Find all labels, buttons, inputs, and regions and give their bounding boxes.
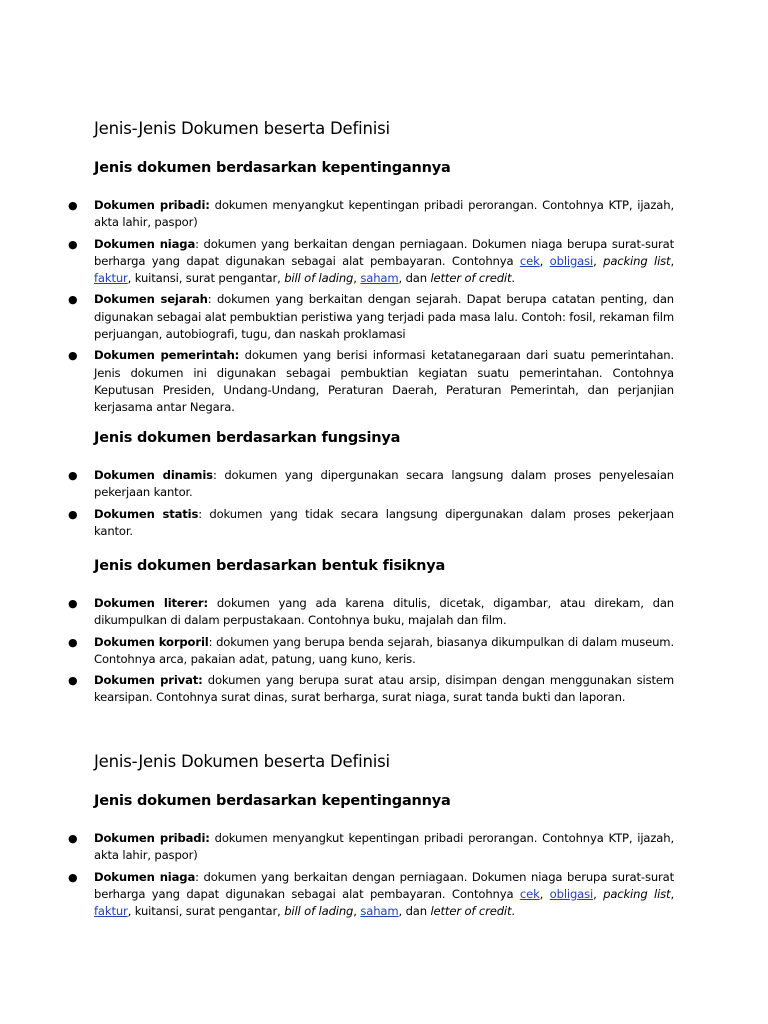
bullet-list <box>68 595 675 711</box>
page-title: Jenis-Jenis Dokumen beserta Definisi <box>94 119 390 138</box>
item-text: : dokumen yang berkaitan dengan perniagaan. Dokumen niaga berupa surat-surat berharga yang dapat digunakan sebagai alat pembayaran. Contohnya <box>94 236 674 268</box>
list-item <box>68 869 674 921</box>
italic-term: letter of credit <box>430 904 512 919</box>
bullet-icon: ● <box>68 507 78 521</box>
link-cek[interactable]: cek <box>519 253 540 268</box>
separator-text: , <box>353 904 361 919</box>
separator-text: , kuitansi, surat pengantar, <box>127 271 285 286</box>
separator-text: , <box>593 253 604 268</box>
link-faktur[interactable]: faktur <box>94 904 128 919</box>
list-item <box>68 672 675 707</box>
separator-text: . <box>511 271 515 286</box>
bullet-icon: ● <box>68 635 78 649</box>
italic-term: bill of lading <box>284 271 354 286</box>
separator-text: , dan <box>398 271 431 286</box>
bullet-list <box>68 830 674 924</box>
separator-text: , dan <box>398 904 431 919</box>
bullet-icon: ● <box>68 469 78 482</box>
link-saham[interactable]: saham <box>360 271 399 286</box>
list-item <box>68 595 674 630</box>
item-text: dokumen yang ada karena ditulis, dicetak, digambar, atau direkam, dan dikumpulkan di dalam perpustakaan. Contohnya buku, majalah dan film. <box>94 596 674 628</box>
bullet-icon: ● <box>68 832 78 845</box>
item-text: : dokumen yang tidak secara langsung dipergunakan dalam proses pekerjaan kantor. <box>94 506 675 538</box>
section-heading: Jenis dokumen berdasarkan kepentingannya <box>94 793 451 809</box>
italic-term: packing list <box>603 253 671 268</box>
item-term: Dokumen pribadi: <box>94 198 210 212</box>
separator-text: , <box>670 886 674 901</box>
page-title: Jenis-Jenis Dokumen beserta Definisi <box>94 752 390 771</box>
bullet-list <box>68 197 675 421</box>
bullet-icon: ● <box>68 349 78 363</box>
separator-text: , <box>539 886 550 901</box>
item-text: : dokumen yang berkaitan dengan sejarah. Dapat berupa catatan penting, dan digunakan sebagai alat pembuktian peristiwa yang terjadi pada masa lalu. Contoh: fosil, rekaman film perjuangan, autobiografi, tugu, dan naskah proklamasi <box>94 292 674 342</box>
item-text: : dokumen yang berupa benda sejarah, biasanya dikumpulkan di dalam museum. Contohnya arca, pakaian adat, patung, uang kuno, keris. <box>94 634 674 666</box>
separator-text: , <box>670 253 674 268</box>
item-text: dokumen menyangkut kepentingan pribadi perorangan. Contohnya KTP, ijazah, akta lahir, paspor) <box>94 831 674 863</box>
link-saham[interactable]: saham <box>360 904 399 919</box>
item-term: Dokumen statis <box>94 506 199 521</box>
item-text: : dokumen yang berkaitan dengan perniagaan. Dokumen niaga berupa surat-surat berharga yang dapat digunakan sebagai alat pembayaran. Contohnya <box>94 869 674 901</box>
separator-text: , <box>593 886 604 901</box>
link-obligasi[interactable]: obligasi <box>549 253 594 268</box>
separator-text: , <box>353 271 361 286</box>
item-term: Dokumen niaga <box>94 236 196 251</box>
section-heading: Jenis dokumen berdasarkan bentuk fisiknya <box>94 558 446 574</box>
item-term: Dokumen pribadi: <box>94 831 210 845</box>
list-item <box>68 197 674 232</box>
list-item <box>68 830 674 865</box>
item-term: Dokumen korporil <box>94 634 209 649</box>
list-item <box>68 236 674 288</box>
item-term: Dokumen literer: <box>94 596 208 610</box>
item-term: Dokumen dinamis <box>94 468 213 482</box>
item-text: dokumen menyangkut kepentingan pribadi perorangan. Contohnya KTP, ijazah, akta lahir, paspor) <box>94 198 674 230</box>
bullet-icon: ● <box>68 293 78 307</box>
item-term: Dokumen privat: <box>94 673 203 688</box>
bullet-icon: ● <box>68 674 78 688</box>
bullet-icon: ● <box>68 199 78 212</box>
bullet-list <box>68 467 675 544</box>
item-term: Dokumen niaga <box>94 869 196 884</box>
list-item <box>68 467 674 502</box>
list-item <box>68 506 675 541</box>
italic-term: bill of lading <box>284 904 354 919</box>
bullet-icon: ● <box>68 237 78 251</box>
bullet-icon: ● <box>68 597 78 610</box>
bullet-icon: ● <box>68 870 78 884</box>
item-text: dokumen yang berisi informasi ketatanegaraan dari suatu pemerintahan. Jenis dokumen ini digunakan sebagai pembuktian kegiatan suatu pemerintahan. Contohnya Keputusan Presiden, Undang-Undang, Peraturan Daerah, Peraturan Pemerintah, dan perjanjian kerjasama antar Negara. <box>94 348 675 415</box>
item-text: : dokumen yang dipergunakan secara langsung dalam proses penyelesaian pekerjaan kantor. <box>94 468 674 500</box>
link-cek[interactable]: cek <box>519 886 540 901</box>
list-item <box>68 634 674 669</box>
item-text: dokumen yang berupa surat atau arsip, disimpan dengan menggunakan sistem kearsipan. Contohnya surat dinas, surat berharga, surat niaga, surat tanda bukti dan laporan. <box>94 673 675 705</box>
item-term: Dokumen pemerintah: <box>94 348 240 363</box>
section-heading: Jenis dokumen berdasarkan kepentingannya <box>94 160 451 176</box>
italic-term: packing list <box>603 886 671 901</box>
link-faktur[interactable]: faktur <box>94 271 128 286</box>
link-obligasi[interactable]: obligasi <box>549 886 594 901</box>
item-term: Dokumen sejarah <box>94 292 208 307</box>
separator-text: , <box>539 253 550 268</box>
section-heading: Jenis dokumen berdasarkan fungsinya <box>94 430 401 446</box>
separator-text: , kuitansi, surat pengantar, <box>127 904 285 919</box>
italic-term: letter of credit <box>430 271 512 286</box>
separator-text: . <box>511 904 515 919</box>
list-item <box>68 291 674 343</box>
list-item <box>68 347 675 416</box>
